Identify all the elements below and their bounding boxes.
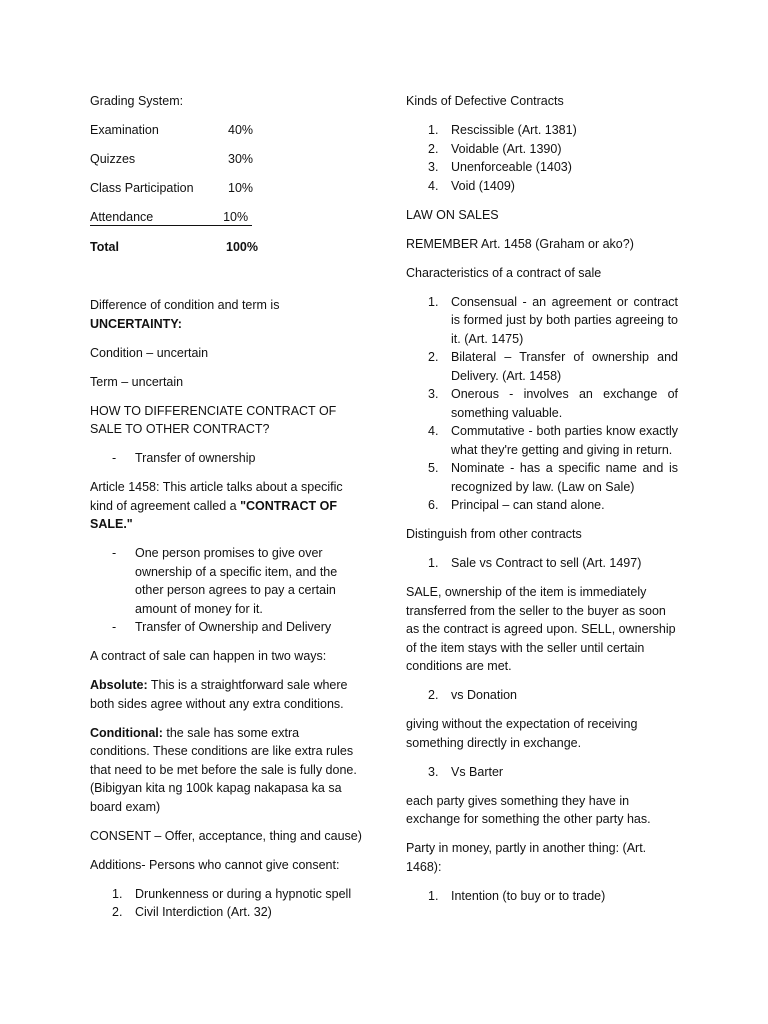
grading-row-total	[90, 238, 362, 267]
list-item	[406, 158, 678, 177]
list-number: 3.	[428, 387, 439, 401]
list-item	[406, 496, 678, 515]
conditional-text: the sale has some extra conditions. These conditions are like extra rules that need to be met before the sale is fully done. (Bibigyan kita ng 100k kapag nakapasa ka sa board exam)	[90, 725, 357, 814]
list-item	[90, 544, 362, 618]
list-item-text: Consensual - an agreement or contract is formed just by both parties agreeing to it. (Art. 1475)	[451, 294, 678, 346]
list-item	[406, 348, 678, 385]
distinguish-list-2	[406, 686, 678, 705]
remember-line: REMEMBER Art. 1458 (Graham or ako?)	[406, 236, 634, 251]
list-number: 5.	[428, 461, 439, 475]
term-line: Term – uncertain	[90, 374, 184, 389]
list-number: 2.	[428, 688, 439, 702]
list-item	[90, 449, 362, 468]
grading-value: 10%	[228, 181, 254, 195]
party-paragraph: Party in money, partly in another thing: (Art. 1468):	[406, 841, 647, 874]
grading-row-attendance	[90, 208, 252, 226]
list-number: 1.	[428, 888, 439, 903]
list-number: 4.	[428, 424, 439, 438]
list-number: 1.	[428, 123, 439, 137]
list-item	[406, 422, 678, 459]
difference-bold: UNCERTAINTY:	[90, 316, 182, 331]
list-item	[90, 903, 362, 922]
list-item-text: Principal – can stand alone.	[451, 498, 605, 512]
list-number: 3.	[428, 764, 439, 779]
consent-line: CONSENT – Offer, acceptance, thing and cause)	[90, 828, 362, 843]
distinguish-list-3	[406, 763, 678, 782]
list-item-text: Voidable (Art. 1390)	[451, 141, 562, 156]
list-item-text: Transfer of Ownership and Delivery	[135, 620, 332, 634]
characteristics-list	[406, 293, 678, 515]
grading-value: 30%	[228, 152, 254, 166]
absolute-text: This is a straightforward sale where both sides agree without any extra conditions.	[90, 678, 348, 711]
list-item	[90, 618, 362, 637]
list-item-text: Unenforceable (1403)	[451, 160, 572, 174]
list-item-text: Nominate - has a specific name and is recognized by law. (Law on Sale)	[451, 461, 678, 494]
donation-paragraph: giving without the expectation of receiving something directly in exchange.	[406, 717, 638, 750]
list-item	[406, 887, 678, 906]
list-item	[406, 554, 678, 573]
list-item-text: Drunkenness or during a hypnotic spell	[135, 886, 352, 901]
law-on-sales-heading: LAW ON SALES	[406, 207, 499, 222]
how-bullets	[90, 449, 362, 468]
grading-label: Examination	[90, 123, 159, 137]
condition-line: Condition – uncertain	[90, 345, 209, 360]
article-1458-text: Article 1458: This article talks about a specific kind of agreement called a	[90, 480, 343, 513]
list-item-text: Void (1409)	[451, 178, 515, 193]
dash-bullet: -	[112, 546, 117, 560]
barter-paragraph: each party gives something they have in exchange for something the other party has.	[406, 793, 651, 826]
grading-value: 40%	[228, 123, 254, 137]
list-item-text: Onerous - involves an exchange of something valuable.	[451, 387, 678, 420]
grading-title: Grading System:	[90, 94, 184, 108]
list-item-text: Sale vs Contract to sell (Art. 1497)	[451, 556, 642, 570]
list-number: 4.	[428, 178, 439, 193]
list-item	[406, 177, 678, 196]
list-item-text: One person promises to give over ownership of a specific item, and the other person agrees to pay a certain amount of money for it.	[135, 546, 338, 616]
grading-label: Class Participation	[90, 181, 194, 195]
grading-label: Attendance	[90, 210, 154, 224]
difference-text: Difference of condition and term is	[90, 298, 280, 312]
list-item	[406, 293, 678, 349]
dash-bullet: -	[112, 451, 117, 465]
difference-paragraph	[90, 296, 362, 333]
grading-row-class-participation	[90, 179, 362, 208]
sale-paragraph: SALE, ownership of the item is immediately transferred from the seller to the buyer as soon as the contract is agreed upon. SELL, ownership of the item stays with the seller until certain conditions are met.	[406, 585, 676, 673]
article-1458-paragraph	[90, 478, 362, 534]
list-item-text: Civil Interdiction (Art. 32)	[135, 905, 272, 919]
list-number: 2.	[428, 141, 439, 156]
list-number: 2.	[428, 350, 439, 364]
intention-list	[406, 887, 678, 906]
list-item	[406, 140, 678, 159]
list-item-text: Commutative - both parties know exactly what they're getting and giving in return.	[451, 424, 678, 457]
list-item-text: Rescissible (Art. 1381)	[451, 123, 577, 137]
list-number: 2.	[112, 905, 123, 919]
list-item	[406, 121, 678, 140]
list-item-text: Transfer of ownership	[135, 451, 256, 465]
absolute-label: Absolute:	[90, 678, 148, 692]
article-1458-bullets	[90, 544, 362, 637]
list-item	[406, 385, 678, 422]
right-column	[406, 92, 678, 916]
grading-total-value: 100%	[226, 240, 258, 254]
grading-row-quizzes	[90, 150, 362, 179]
list-item-text: Bilateral – Transfer of ownership and Delivery. (Art. 1458)	[451, 350, 678, 383]
defective-heading: Kinds of Defective Contracts	[406, 94, 564, 108]
list-item-text: Intention (to buy or to trade)	[451, 888, 606, 903]
conditional-paragraph	[90, 724, 362, 817]
grading-row-examination	[90, 121, 362, 150]
distinguish-heading: Distinguish from other contracts	[406, 527, 582, 541]
list-item	[406, 763, 678, 782]
list-number: 6.	[428, 498, 439, 512]
distinguish-list-1	[406, 554, 678, 573]
article-1458-bold: "CONTRACT OF SALE."	[90, 498, 337, 531]
left-column	[90, 92, 362, 932]
how-heading: HOW TO DIFFERENCIATE CONTRACT OF SALE TO OTHER CONTRACT?	[90, 403, 337, 436]
absolute-paragraph	[90, 676, 362, 713]
list-item	[90, 885, 362, 904]
conditional-label: Conditional:	[90, 725, 163, 740]
list-number: 1.	[428, 556, 439, 570]
list-number: 3.	[428, 160, 439, 174]
list-item	[406, 459, 678, 496]
grading-value: 10%	[223, 210, 249, 224]
list-number: 1.	[428, 294, 439, 309]
list-item-text: vs Donation	[451, 688, 518, 702]
grading-table	[90, 121, 362, 267]
dash-bullet: -	[112, 620, 117, 634]
list-item-text: Vs Barter	[451, 764, 504, 779]
list-item	[406, 686, 678, 705]
additions-line: Additions- Persons who cannot give consent:	[90, 857, 340, 872]
defective-list	[406, 121, 678, 195]
additions-list	[90, 885, 362, 922]
list-number: 1.	[112, 886, 123, 901]
grading-total-label: Total	[90, 240, 119, 254]
characteristics-heading: Characteristics of a contract of sale	[406, 265, 602, 280]
grading-label: Quizzes	[90, 152, 136, 166]
two-ways-line: A contract of sale can happen in two ways:	[90, 649, 327, 663]
